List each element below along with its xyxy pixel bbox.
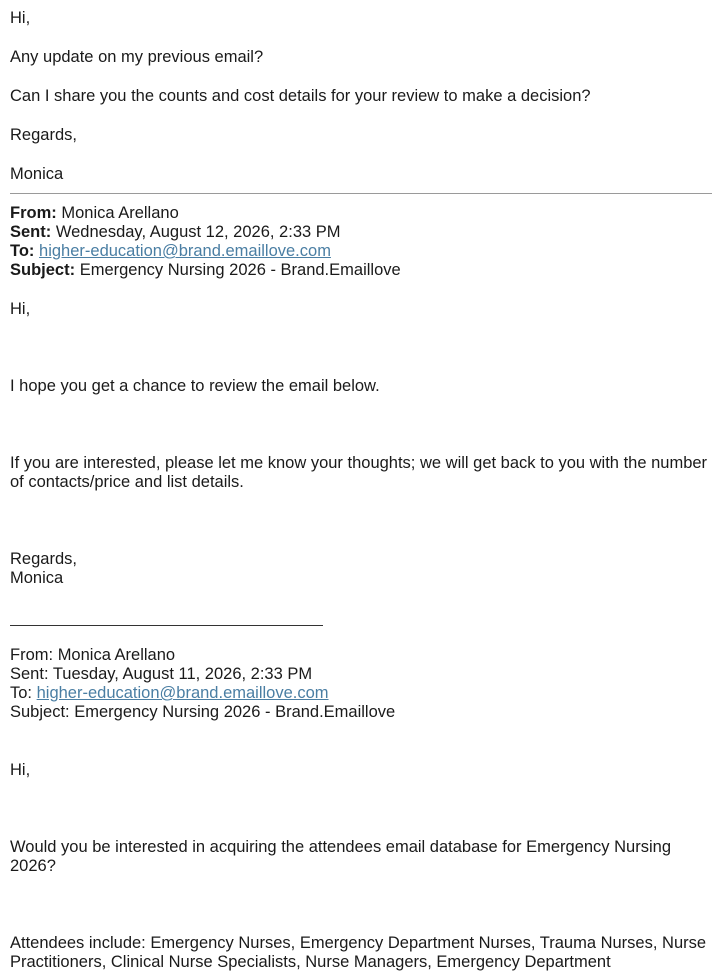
forward2-greeting: Hi, — [10, 761, 31, 779]
reply-signature: Monica — [10, 165, 64, 183]
forward-header-1 — [10, 204, 710, 280]
forward-body-2 — [10, 761, 710, 972]
reply-body — [10, 9, 710, 184]
subject-label: Subject: — [10, 703, 70, 721]
sent-line — [10, 223, 710, 242]
to-line — [10, 242, 710, 261]
to-email-link[interactable]: higher-education@brand.emaillove.com — [39, 242, 331, 260]
sent-label: Sent: — [10, 665, 49, 683]
reply-greeting: Hi, — [10, 9, 31, 27]
from-label: From: — [10, 204, 57, 222]
subject-value: Emergency Nursing 2026 - Brand.Emaillove — [79, 261, 401, 279]
to-email-link[interactable]: higher-education@brand.emaillove.com — [36, 684, 329, 702]
forward1-line-interest: If you are interested, please let me know your thoughts; we will get back to you with the number of contacts/price and list details. — [10, 454, 708, 491]
subject-value: Emergency Nursing 2026 - Brand.Emaillove — [74, 703, 396, 721]
to-line — [10, 684, 710, 703]
forward2-line-offer: Would you be interested in acquiring the attendees email database for Emergency Nursing 2026? — [10, 838, 671, 875]
forward1-line-review: I hope you get a chance to review the email below. — [10, 377, 380, 395]
forward2-line-attendees: Attendees include: Emergency Nurses, Emergency Department Nurses, Trauma Nurses, Nurse Practitioners, Clinical Nurse Specialists, Nurse Managers, Emergency Department — [10, 934, 707, 971]
from-line — [10, 646, 710, 665]
forward1-greeting: Hi, — [10, 300, 31, 318]
reply-closing: Regards, — [10, 126, 77, 144]
sent-value: Tuesday, August 11, 2026, 2:33 PM — [52, 665, 313, 683]
signature-rule — [10, 625, 323, 626]
from-line — [10, 204, 710, 223]
sent-line — [10, 665, 710, 684]
subject-line — [10, 261, 710, 280]
sent-value: Wednesday, August 12, 2026, 2:33 PM — [55, 223, 341, 241]
from-value: Monica Arellano — [61, 204, 179, 222]
to-label: To: — [10, 684, 33, 702]
subject-label: Subject: — [10, 261, 76, 279]
reply-line-followup: Any update on my previous email? — [10, 48, 264, 66]
forward1-closing: Regards, — [10, 550, 77, 568]
forward-header-2 — [10, 646, 710, 722]
subject-line — [10, 703, 710, 722]
from-value: Monica Arellano — [57, 646, 176, 664]
forward-body-1 — [10, 300, 710, 588]
to-label: To: — [10, 242, 35, 260]
forward1-signature: Monica — [10, 569, 64, 587]
sent-label: Sent: — [10, 223, 52, 241]
from-label: From: — [10, 646, 54, 664]
thread-divider — [10, 193, 712, 194]
reply-line-offer: Can I share you the counts and cost details for your review to make a decision? — [10, 87, 591, 105]
